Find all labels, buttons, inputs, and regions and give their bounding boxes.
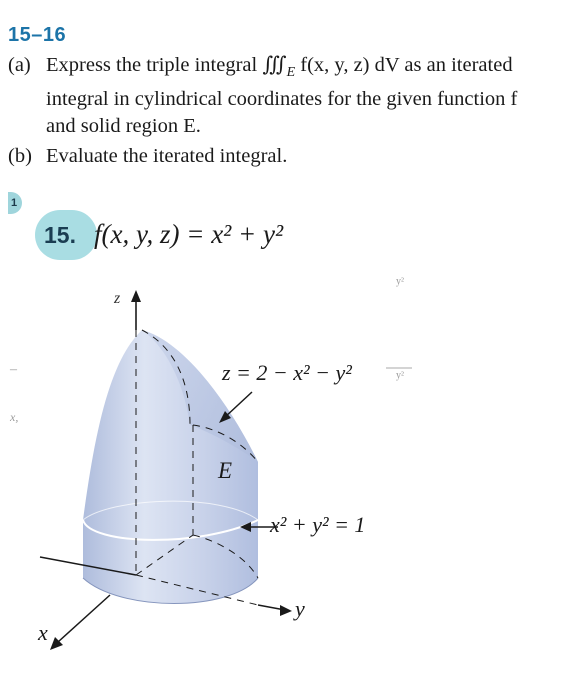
x-axis-label: x — [38, 620, 48, 645]
problem-number: 15. — [44, 222, 76, 248]
y-axis-label: y — [295, 596, 305, 621]
part-a-line-1-start: Express the triple integral ∭ — [46, 54, 287, 76]
exercise-range-heading: 15–16 — [8, 24, 67, 46]
region-label: E — [218, 458, 233, 483]
page-tab-badge[interactable]: 1 — [8, 192, 22, 214]
part-b-text: Evaluate the iterated integral. — [46, 145, 288, 167]
surface-equation-label: z = 2 − x² − y² — [222, 360, 352, 385]
faint-overlay-x: x, — [10, 410, 19, 424]
x-axis-front — [58, 595, 110, 642]
part-a-line-2: integral in cylindrical coordinates for the given function f — [46, 88, 518, 111]
faint-overlay-text-1: y² — [396, 276, 404, 287]
part-a-label: (a) — [8, 54, 31, 76]
z-axis-label: z — [114, 290, 121, 307]
surface-pointer — [224, 392, 252, 418]
cylinder-equation-label: x² + y² = 1 — [270, 512, 366, 537]
integral-region-subscript: E — [286, 65, 296, 81]
z-axis-arrow — [131, 290, 141, 302]
part-a-line-3: and solid region E. — [46, 115, 201, 138]
faint-overlay-text-2: y² — [396, 370, 404, 381]
problem-function: f(x, y, z) = x² + y² — [94, 219, 284, 249]
y-axis-arrow — [280, 605, 292, 616]
part-a-line-1-end: f(x, y, z) dV as an iterated — [295, 54, 513, 76]
faint-overlay-dash: – — [10, 362, 17, 377]
part-b-label: (b) — [8, 145, 32, 167]
